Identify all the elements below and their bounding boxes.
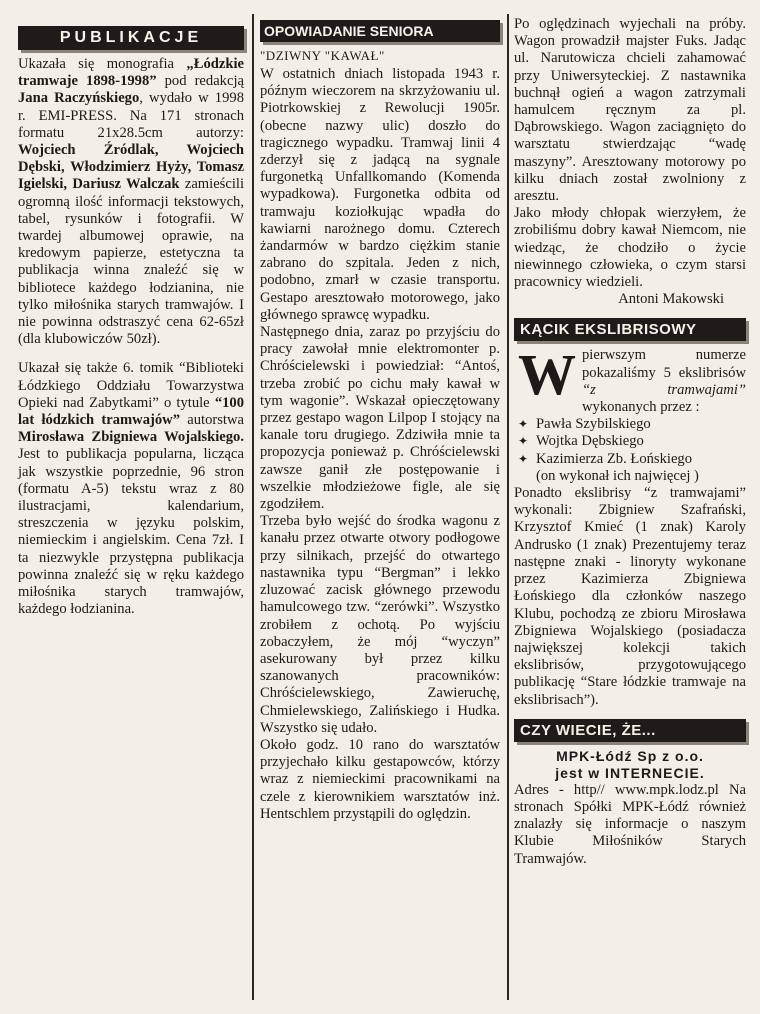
paragraph: Jako młody chłopak wierzyłem, że zrobiliśmu dobry kawał Niemcom, nie wiedząc, że chodziło o życie niewinnego człowieka, o czym starsi pracownicy wiedzieli.: [514, 205, 746, 291]
paragraph: [514, 342, 746, 416]
paragraph: W ostatnich dniach listopada 1943 r. późnym wieczorem na skrzyżowaniu ul. Piotrkowskiej z Rewolucji 1905r. (obecne nazwy ulic) doszło do tragicznego wypadku. Tramwaj linii 4 zderzył się z jadącą na sygnale furgonetką Unfallkomando (Komenda wypadkowa). Furgonetka odbita od tramwaju koziołkując wpadła do kawiarni narożnego domu. Czterech żandarmów w bardzo ciężkim stanie zabrano do szpitala. Jeden z nich, podobno, zmarł w czasie transportu. Gestapo aresztowało motorowego, jako głównego sprawcę wypadku.: [260, 66, 500, 323]
paragraph: Trzeba było wejść do środka wagonu z kanału przez otwarte otwory podłogowe przy silnikach, przejść do otwartego nastawnika typu “Bergman” i lekko zluzować zacisk głównego przewodu hamulcowego tzw. “zerówki”. Wszystko zrobiłem z ochotą. Po wyjściu zobaczyłem, że mój “wyczyn” asekurowany był przez kilku szanowanych pracowników: Chróścielewskiego, Zawieruchę, Chmielewskiego, Zalińskiego i Hudka. Wszystko się udało.: [260, 513, 500, 736]
text: “z tramwajami”: [582, 381, 746, 398]
text: Ukazał się także 6. tomik “Biblioteki Łódzkiego Oddziału Towarzystwa Opieki nad Zabytkami” o tytule: [18, 360, 244, 411]
text: Ukazała się monografia: [18, 56, 187, 72]
list-item: [518, 451, 746, 468]
list-item: [518, 433, 746, 450]
artist-name: Kazimierza Zb. Łońskiego: [536, 450, 693, 467]
mpk-headline: MPK-Łódź Sp z o.o.: [556, 747, 704, 764]
author-name: Mirosława Zbigniewa Wojalskiego.: [18, 429, 244, 446]
text: pod redakcją: [156, 73, 244, 90]
column-opowiadanie: [260, 20, 500, 823]
book-title: „Łódzkie tramwaje 1898-1998”: [18, 56, 244, 90]
section-header-czy-wiecie: CZY WIECIE, ŻE...: [514, 719, 746, 742]
artist-list: [514, 416, 746, 468]
authors: Wojciech Źródlak, Wojciech Dębski, Włodzimierz Hyży, Tomasz Igielski, Dariusz Walczak: [18, 142, 244, 193]
paragraph: Następnego dnia, zaraz po przyjściu do pracy zawołał mnie elektromonter p. Chróścielewski i powiedział: “Antoś, trzeba zrobić po cichu mały kawał w tym wagonie”. Wskazał opieczętowany przez gestapo wagon Lilpop I stojący na kanale toru drugiego. Zdziwiła mnie ta propozycja ponieważ p. Chróścielewski zawsze ganił złe postępowanie i wszelkie młodzieżowe figle, ale się zgodziłem.: [260, 324, 500, 513]
text: , wydało w 1998 r. EMI-PRESS. Na 171 stronach formatu 21x28.5cm autorzy:: [18, 90, 244, 141]
section-header-publikacje: PUBLIKACJE: [18, 26, 244, 50]
text: Jest to publikacja popularna, licząca jak wszystkie poprzednie, 96 stron (formatu A-5) tekstu wraz z 80 ilustracjami, kalendarium, streszczenia w języku polskim, niemieckim i angielskim. Cena 7zł. I ta niezwykle przystępna publikacja powinna znaleźć się w ręku każdego miłośnika starych tramwajów, każdego łodzianina.: [18, 446, 244, 618]
text: wykonanych przez :: [582, 399, 700, 416]
section-header-kacik: KĄCIK EKSLIBRISOWY: [514, 318, 746, 341]
text: autorstwa: [180, 412, 244, 429]
artist-name: Pawła Szybilskiego: [536, 416, 651, 433]
paragraph: Ponadto ekslibrisy “z tramwajami” wykonali: Zbigniew Szafrański, Krzysztof Kmieć (1 znak) Karoly Andrusko (1 znak) Prezentujemy teraz następne znaki - linoryty wykonane przez Kazimierza Zbigniewa Łońskiego dla członków naszego Klubu, pochodzą ze zbioru Mirosława Zbigniewa Wojalskiego (posiadacza największej kolekcji takich ekslibrisów, przygotowującego publikację “Stare łódzkie tramwaje na ekslibrisach”).: [514, 485, 746, 708]
star-bullet-icon: ✦: [518, 451, 529, 466]
editor-name: Jana Raczyńskiego: [18, 90, 140, 107]
book-title: “100 lat łódzkich tramwajów”: [18, 394, 244, 429]
text: pierwszym numerze pokazaliśmy 5 ekslibrisów: [582, 347, 746, 381]
story-subtitle: "DZIWNY "KAWAŁ": [260, 48, 385, 63]
column-divider: [252, 14, 254, 1000]
list-item: [518, 416, 746, 433]
author-signature: Antoni Makowski: [618, 291, 724, 308]
paragraph: Po oględzinach wyjechali na próby. Wagon prowadził majster Fuks. Jadąc ul. Narutowicza chcieli zahamować przy Uniwersyteckiej. Z nastawnika buchnął ogień a wagon zatrzymali hamulcem ręcznym za pl. Dąbrowskiego. Wagon zaciągnięto do warsztatu stwierdzając “wadę maszyny”. Aresztowany motorowy po kilku dniach został zwolniony z aresztu.: [514, 16, 746, 205]
text: zamieścili ogromną ilość informacji tekstowych, tabel, rysunków i fotografii. W twardej albumowej oprawie, na kredowym papierze, estetyczna ta publikacja winna znaleźć się w bibliotece każdego łodzianina, nie tylko miłośnika starych tramwajów. I nie powinna odstraszyć cena 62-65zł (dla klubowiczów 50zł).: [18, 176, 244, 348]
column-right: [514, 16, 746, 868]
note: (on wykonał ich najwięcej ): [536, 467, 699, 484]
column-divider: [507, 14, 509, 1000]
column-publikacje: [18, 20, 244, 619]
section-header-opowiadanie: OPOWIADANIE SENIORA: [260, 20, 500, 42]
mpk-headline: jest w INTERNECIE.: [555, 764, 705, 781]
paragraph: Około godz. 10 rano do warsztatów przyjechało kilku gestapowców, którzy wraz z niemieckimi pracownikami na czele z kierownikiem warsztatów inż. Hentschlem przystąpili do oględzin.: [260, 736, 500, 822]
artist-name: Wojtka Dębskiego: [536, 433, 644, 450]
paragraph: [18, 360, 244, 618]
star-bullet-icon: ✦: [518, 434, 529, 449]
drop-cap: W: [518, 342, 576, 408]
paragraph: Adres - http// www.mpk.lodz.pl Na stronach Spółki MPK-Łódź również znalazły się informacje o naszym Klubie Miłośników Starych Tramwajów.: [514, 781, 746, 867]
paragraph: [18, 56, 244, 348]
star-bullet-icon: ✦: [518, 417, 529, 432]
